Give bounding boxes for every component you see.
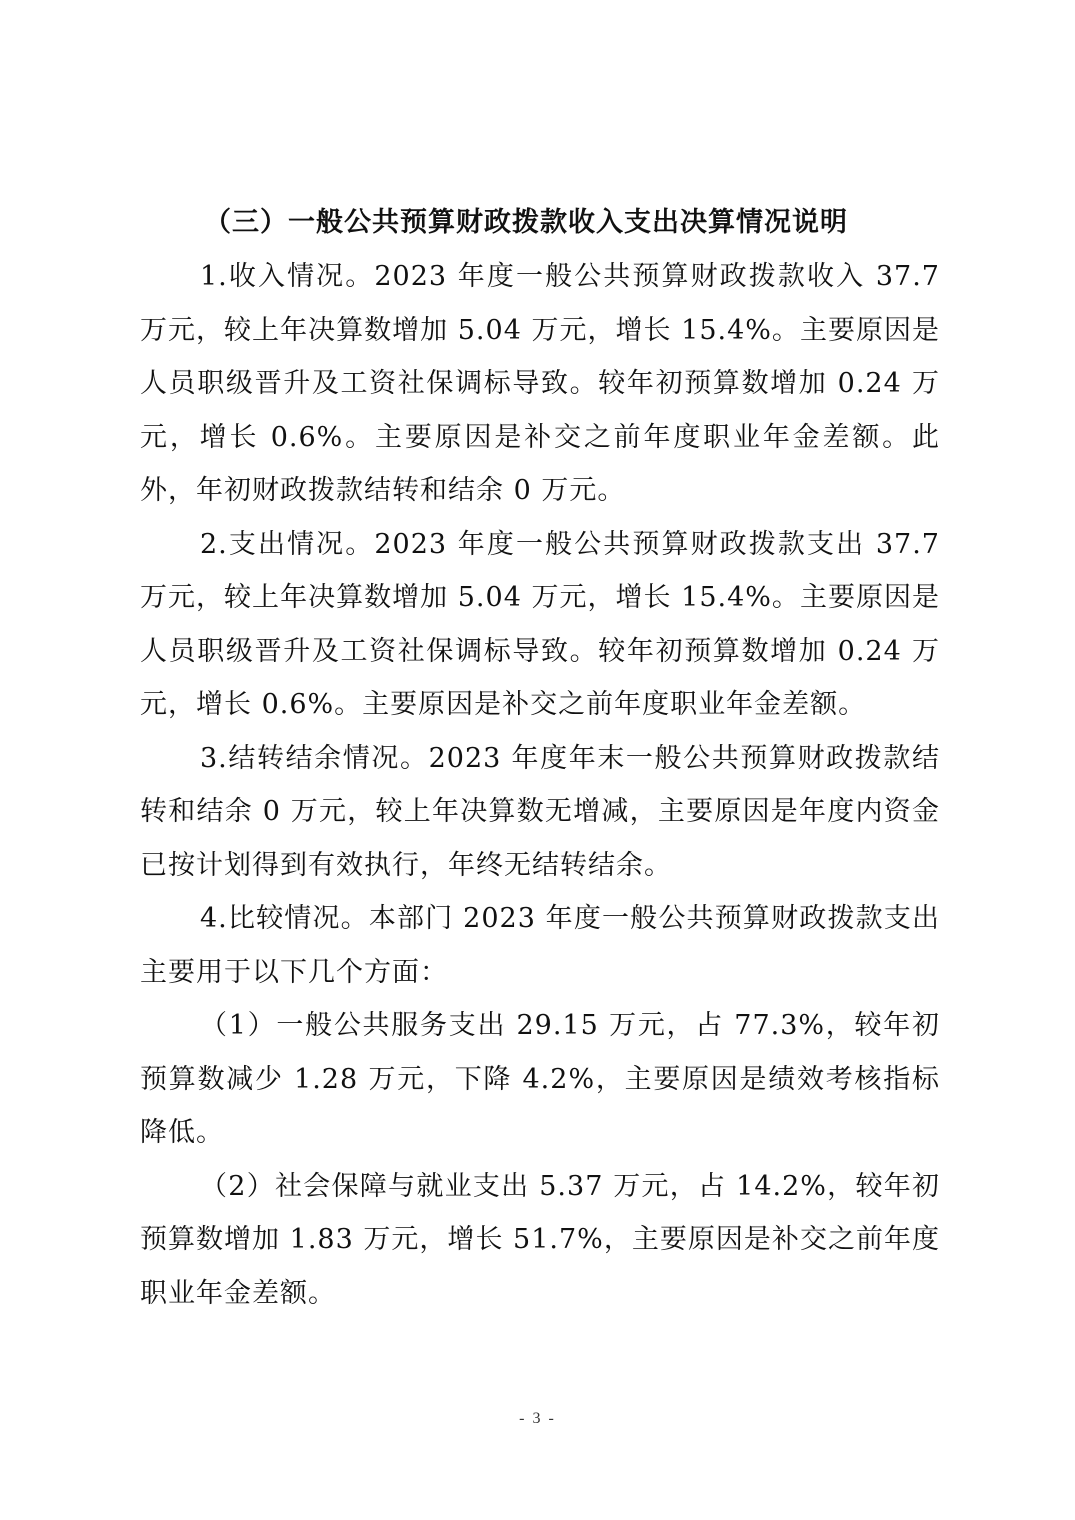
paragraph-carryover: 3.结转结余情况。2023 年度年末一般公共预算财政拨款结转和结余 0 万元，较上年决算数无增减，主要原因是年度内资金已按计划得到有效执行，年终无结转结余。 xyxy=(140,742,940,881)
paragraph-expenditure: 2.支出情况。2023 年度一般公共预算财政拨款支出 37.7 万元，较上年决算数增加 5.04 万元，增长 15.4%。主要原因是人员职级晋升及工资社保调标导致。较年初预算数增加 0.24 万元，增长 0.6%。主要原因是补交之前年度职业年金差额。 xyxy=(140,528,940,720)
paragraph-income: 1.收入情况。2023 年度一般公共预算财政拨款收入 37.7 万元，较上年决算数增加 5.04 万元，增长 15.4%。主要原因是人员职级晋升及工资社保调标导致。较年初预算数增加 0.24 万元，增长 0.6%。主要原因是补交之前年度职业年金差额。此外，年初财政拨款结转和结余 0 万元。 xyxy=(140,261,940,506)
paragraph-item-1: （1）一般公共服务支出 29.15 万元，占 77.3%，较年初预算数减少 1.28 万元，下降 4.2%，主要原因是绩效考核指标降低。 xyxy=(140,1010,940,1148)
section-heading: （三）一般公共预算财政拨款收入支出决算情况说明 xyxy=(204,207,848,238)
paragraph-comparison: 4.比较情况。本部门 2023 年度一般公共预算财政拨款支出主要用于以下几个方面： xyxy=(140,903,940,988)
page-number: - 3 - xyxy=(519,1410,556,1427)
paragraph-item-2: （2）社会保障与就业支出 5.37 万元，占 14.2%，较年初预算数增加 1.83 万元，增长 51.7%，主要原因是补交之前年度职业年金差额。 xyxy=(140,1170,940,1309)
document-body xyxy=(140,196,940,1320)
